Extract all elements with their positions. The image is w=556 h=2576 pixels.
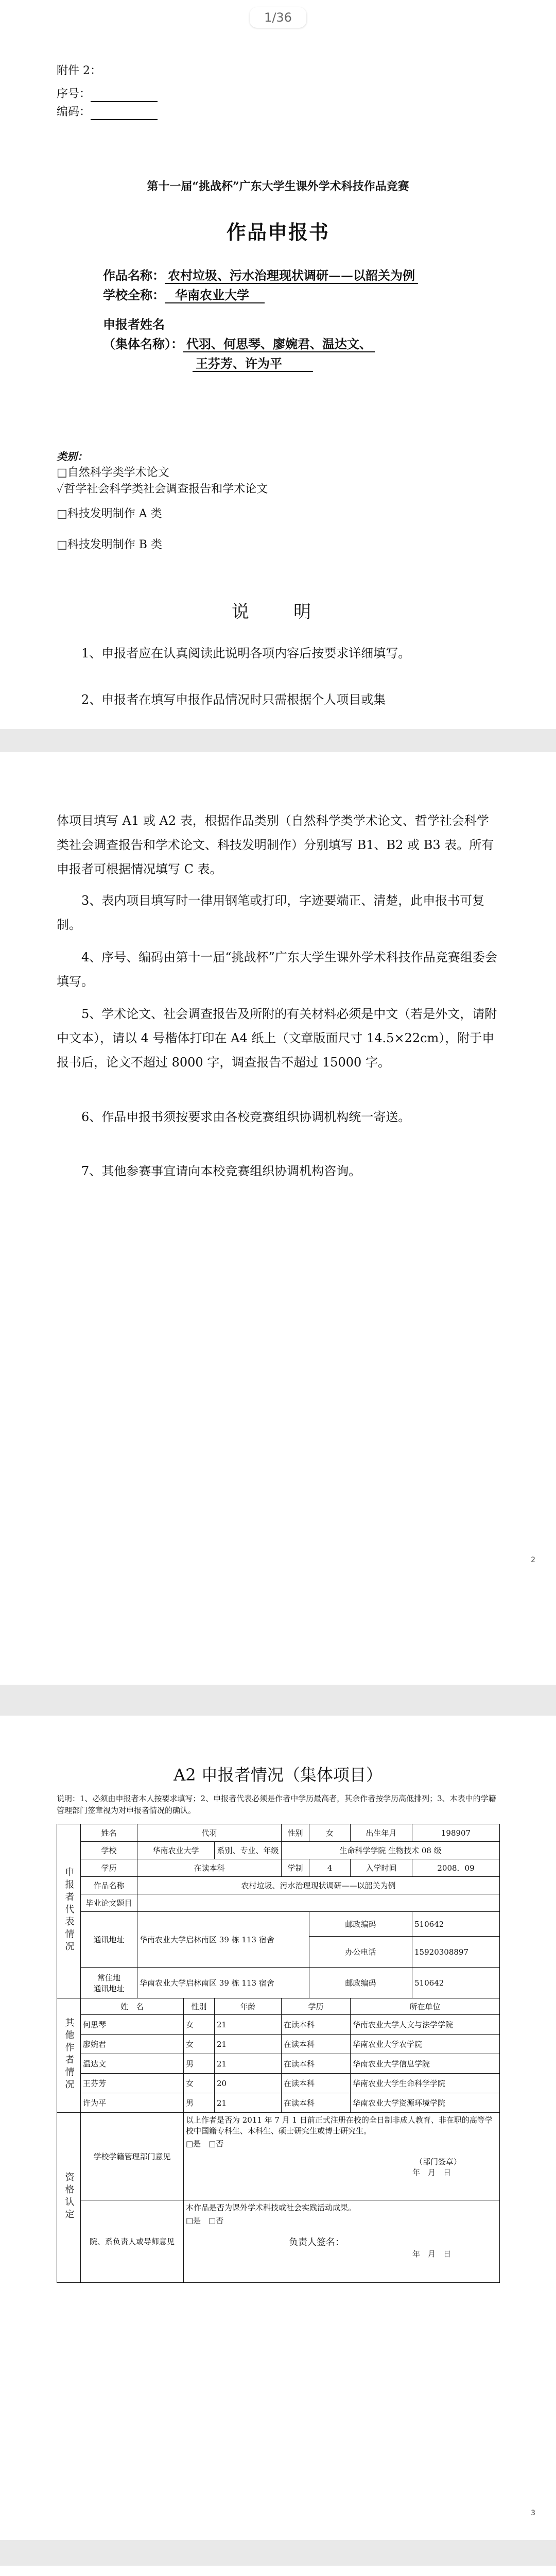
table-row [57, 2015, 500, 2035]
work-value: 农村垃圾、污水治理现状调研——以韶关为例 [137, 1877, 500, 1894]
gender-value: 女 [309, 1824, 351, 1842]
advisor-opinion-text: 本作品是否为课外学术科技或社会实践活动成果。 [186, 2203, 356, 2212]
address-label: 通讯地址 [81, 1912, 137, 1968]
school-label: 学校 [81, 1842, 137, 1859]
advisor-opinion-label: 院、系负责人或导师意见 [81, 2200, 184, 2283]
applicant-row-2 [193, 353, 313, 371]
page-number: 2 [531, 1556, 535, 1564]
other-age: 21 [215, 2093, 282, 2113]
home-postcode-label: 邮政编码 [309, 1968, 412, 1998]
other-unit: 华南农业大学生命科学学院 [351, 2074, 500, 2093]
other-degree: 在读本科 [282, 2015, 351, 2035]
instruction-para-1: 1、申报者应在认真阅读此说明各项内容后按要求详细填写。 [81, 646, 411, 660]
table-row [57, 2093, 500, 2113]
applicant-label: 申报者姓名 [103, 317, 165, 332]
work-name-label: 作品名称： [103, 268, 165, 283]
other-gender: 男 [184, 2093, 215, 2113]
other-name: 王芬芳 [81, 2074, 184, 2093]
dept-label: 系别、专业、年级 [215, 1842, 282, 1859]
gender-label: 性别 [282, 1824, 309, 1842]
name-label: 姓名 [81, 1824, 137, 1842]
years-label: 学制 [282, 1859, 309, 1877]
home-address-value: 华南农业大学启林南区 39 栋 113 宿舍 [137, 1968, 309, 1998]
form-a2-note: 说明：1、必须由申报者本人按要求填写；2、申报者代表必须是作者中学历最高者，其余作者按学历高低排列；3、本表中的学籍管理部门签章视为对申报者情况的确认。 [57, 1794, 496, 1816]
others-header-unit: 所在单位 [351, 1998, 500, 2015]
others-header-gender: 性别 [184, 1998, 215, 2015]
category-option: ✓哲学社会科学类社会调查报告和学术论文 [57, 483, 268, 496]
code-label: 编码： [57, 106, 91, 118]
years-value: 4 [309, 1859, 351, 1877]
work-label: 作品名称 [81, 1877, 137, 1894]
birth-value: 198907 [412, 1824, 500, 1842]
postcode-label: 邮政编码 [309, 1912, 412, 1937]
advisor-date: 年 月 日 [412, 2249, 451, 2259]
applicant-names-2: 王芬芳、许为平 [193, 356, 313, 372]
degree-value: 在读本科 [137, 1859, 282, 1877]
other-unit: 华南农业大学资源环境学院 [351, 2093, 500, 2113]
table-row [57, 2074, 500, 2093]
address-value: 华南农业大学启林南区 39 栋 113 宿舍 [137, 1912, 309, 1968]
applicant-names-1: 代羽、何思琴、廖婉君、温达文、 [183, 336, 375, 352]
instruction-item-7: 7、其他参赛事宜请向本校竞赛组织协调机构咨询。 [81, 1164, 361, 1178]
degree-label: 学历 [81, 1859, 137, 1877]
office-phone-label: 办公电话 [309, 1937, 412, 1968]
other-unit: 华南农业大学农学院 [351, 2035, 500, 2054]
others-header-name: 姓 名 [81, 1998, 184, 2015]
name-value: 代羽 [137, 1824, 282, 1842]
serial-field [57, 88, 158, 102]
enroll-label: 入学时间 [351, 1859, 412, 1877]
document-page-2 [0, 752, 556, 1685]
instruction-item-4: 4、序号、编码由第十一届“挑战杯”广东大学生课外学术科技作品竞赛组委会填写。 [57, 950, 497, 989]
advisor-opinion-cell [184, 2200, 500, 2283]
document-page-4 [0, 2566, 556, 2576]
registrar-date: 年 月 日 [412, 2168, 451, 2177]
other-name: 许为平 [81, 2093, 184, 2113]
work-name-value: 农村垃圾、污水治理现状调研——以韶关为例 [165, 268, 418, 284]
school-value: 华南农业大学 [137, 1842, 215, 1859]
postcode-value: 510642 [412, 1912, 500, 1937]
school-row [103, 285, 265, 303]
school-label: 学校全称： [103, 287, 165, 302]
enroll-value: 2008．09 [412, 1859, 500, 1877]
other-degree: 在读本科 [282, 2035, 351, 2054]
advisor-yes-no: □是 □否 [186, 2216, 224, 2225]
page-number: 3 [531, 2509, 535, 2517]
applicant-row-1 [103, 334, 375, 352]
paper-label: 毕业论文题目 [81, 1894, 137, 1912]
registrar-opinion-text: 以上作者是否为 2011 年 7 月 1 日前正式注册在校的全日制非成人教育、非在职的高等学校中国籍专科生、本科生、硕士研究生或博士研究生。 [186, 2115, 493, 2136]
office-phone-value: 15920308897 [412, 1937, 500, 1968]
other-name: 廖婉君 [81, 2035, 184, 2054]
others-section-label [57, 1998, 81, 2113]
verify-section-text: 资格认定 [63, 2172, 75, 2222]
rep-section-text: 申报者代表情况 [63, 1867, 75, 1954]
verify-section-label [57, 2113, 81, 2283]
other-gender: 女 [184, 2015, 215, 2035]
code-field [57, 106, 158, 120]
other-unit: 华南农业大学人文与法学学院 [351, 2015, 500, 2035]
applicant-table [57, 1824, 500, 2283]
instruction-para-2: 2、申报者在填写申报作品情况时只需根据个人项目或集 [81, 692, 386, 707]
others-section-text: 其他作者情况 [63, 2017, 75, 2092]
group-label: （集体名称）： [103, 336, 183, 351]
home-postcode-value: 510642 [412, 1968, 500, 1998]
form-a2-title: A2 申报者情况（集体项目） [173, 1765, 383, 1785]
table-row [57, 2054, 500, 2074]
others-header-age: 年龄 [215, 1998, 282, 2015]
instruction-item-6: 6、作品申报书须按要求由各校竞赛组织协调机构统一寄送。 [81, 1110, 411, 1124]
instructions-title: 说 明 [232, 602, 324, 622]
other-unit: 华南农业大学信息学院 [351, 2054, 500, 2074]
other-name: 何思琴 [81, 2015, 184, 2035]
registrar-seal: （部门签章） [415, 2157, 462, 2166]
other-age: 21 [215, 2035, 282, 2054]
other-gender: 男 [184, 2054, 215, 2074]
category-option: □科技发明制作 B 类 [57, 538, 162, 551]
category-option: □科技发明制作 A 类 [57, 507, 162, 520]
other-degree: 在读本科 [282, 2054, 351, 2074]
home-address-label: 常住地 通讯地址 [81, 1968, 137, 1998]
birth-label: 出生年月 [351, 1824, 412, 1842]
book-title: 作品申报书 [226, 221, 329, 244]
other-gender: 女 [184, 2035, 215, 2054]
document-page-1 [0, 0, 556, 729]
registrar-opinion-label: 学校学籍管理部门意见 [81, 2113, 184, 2200]
other-degree: 在读本科 [282, 2093, 351, 2113]
work-name-row [103, 265, 418, 283]
category-heading: 类别： [57, 450, 88, 463]
registrar-yes-no: □是 □否 [186, 2139, 224, 2148]
other-degree: 在读本科 [282, 2074, 351, 2093]
paper-value [137, 1894, 500, 1912]
registrar-opinion-cell [184, 2113, 500, 2200]
table-row [57, 2035, 500, 2054]
document-page-3 [0, 1716, 556, 2540]
instruction-continuation: 体项目填写 A1 或 A2 表，根据作品类别（自然科学类学术论文、哲学社会科学类社会调查报告和学术论文、科技发明制作）分别填写 B1、B2 或 B3 表。所有申报者可根据情况填写 C 表。 [57, 814, 494, 876]
competition-title: 第十一届“挑战杯”广东大学生课外学术科技作品竞赛 [147, 180, 409, 193]
other-gender: 女 [184, 2074, 215, 2093]
instruction-item-5: 5、学术论文、社会调查报告及所附的有关材料必须是中文（若是外文，请附中文本），请以 4 号楷体打印在 A4 纸上（文章版面尺寸 14.5×22cm），附于申报书后，论文不超过 8000 字，调查报告不超过 15000 字。 [57, 1007, 497, 1070]
attachment-label: 附件 2： [57, 64, 101, 77]
instruction-item-3: 3、表内项目填写时一律用钢笔或打印，字迹要端正、清楚，此申报书可复制。 [57, 893, 485, 932]
rep-section-label [57, 1824, 81, 1998]
dept-value: 生命科学学院 生物技术 08 级 [282, 1842, 500, 1859]
other-age: 20 [215, 2074, 282, 2093]
other-age: 21 [215, 2054, 282, 2074]
other-name: 温达文 [81, 2054, 184, 2074]
serial-label: 序号： [57, 88, 91, 100]
advisor-signer: 负责人签名： [289, 2237, 344, 2248]
school-value: 华南农业大学 [165, 287, 265, 303]
other-age: 21 [215, 2015, 282, 2035]
category-option: □自然科学类学术论文 [57, 466, 169, 479]
page-counter: 1/36 [250, 7, 306, 28]
others-header-degree: 学历 [282, 1998, 351, 2015]
